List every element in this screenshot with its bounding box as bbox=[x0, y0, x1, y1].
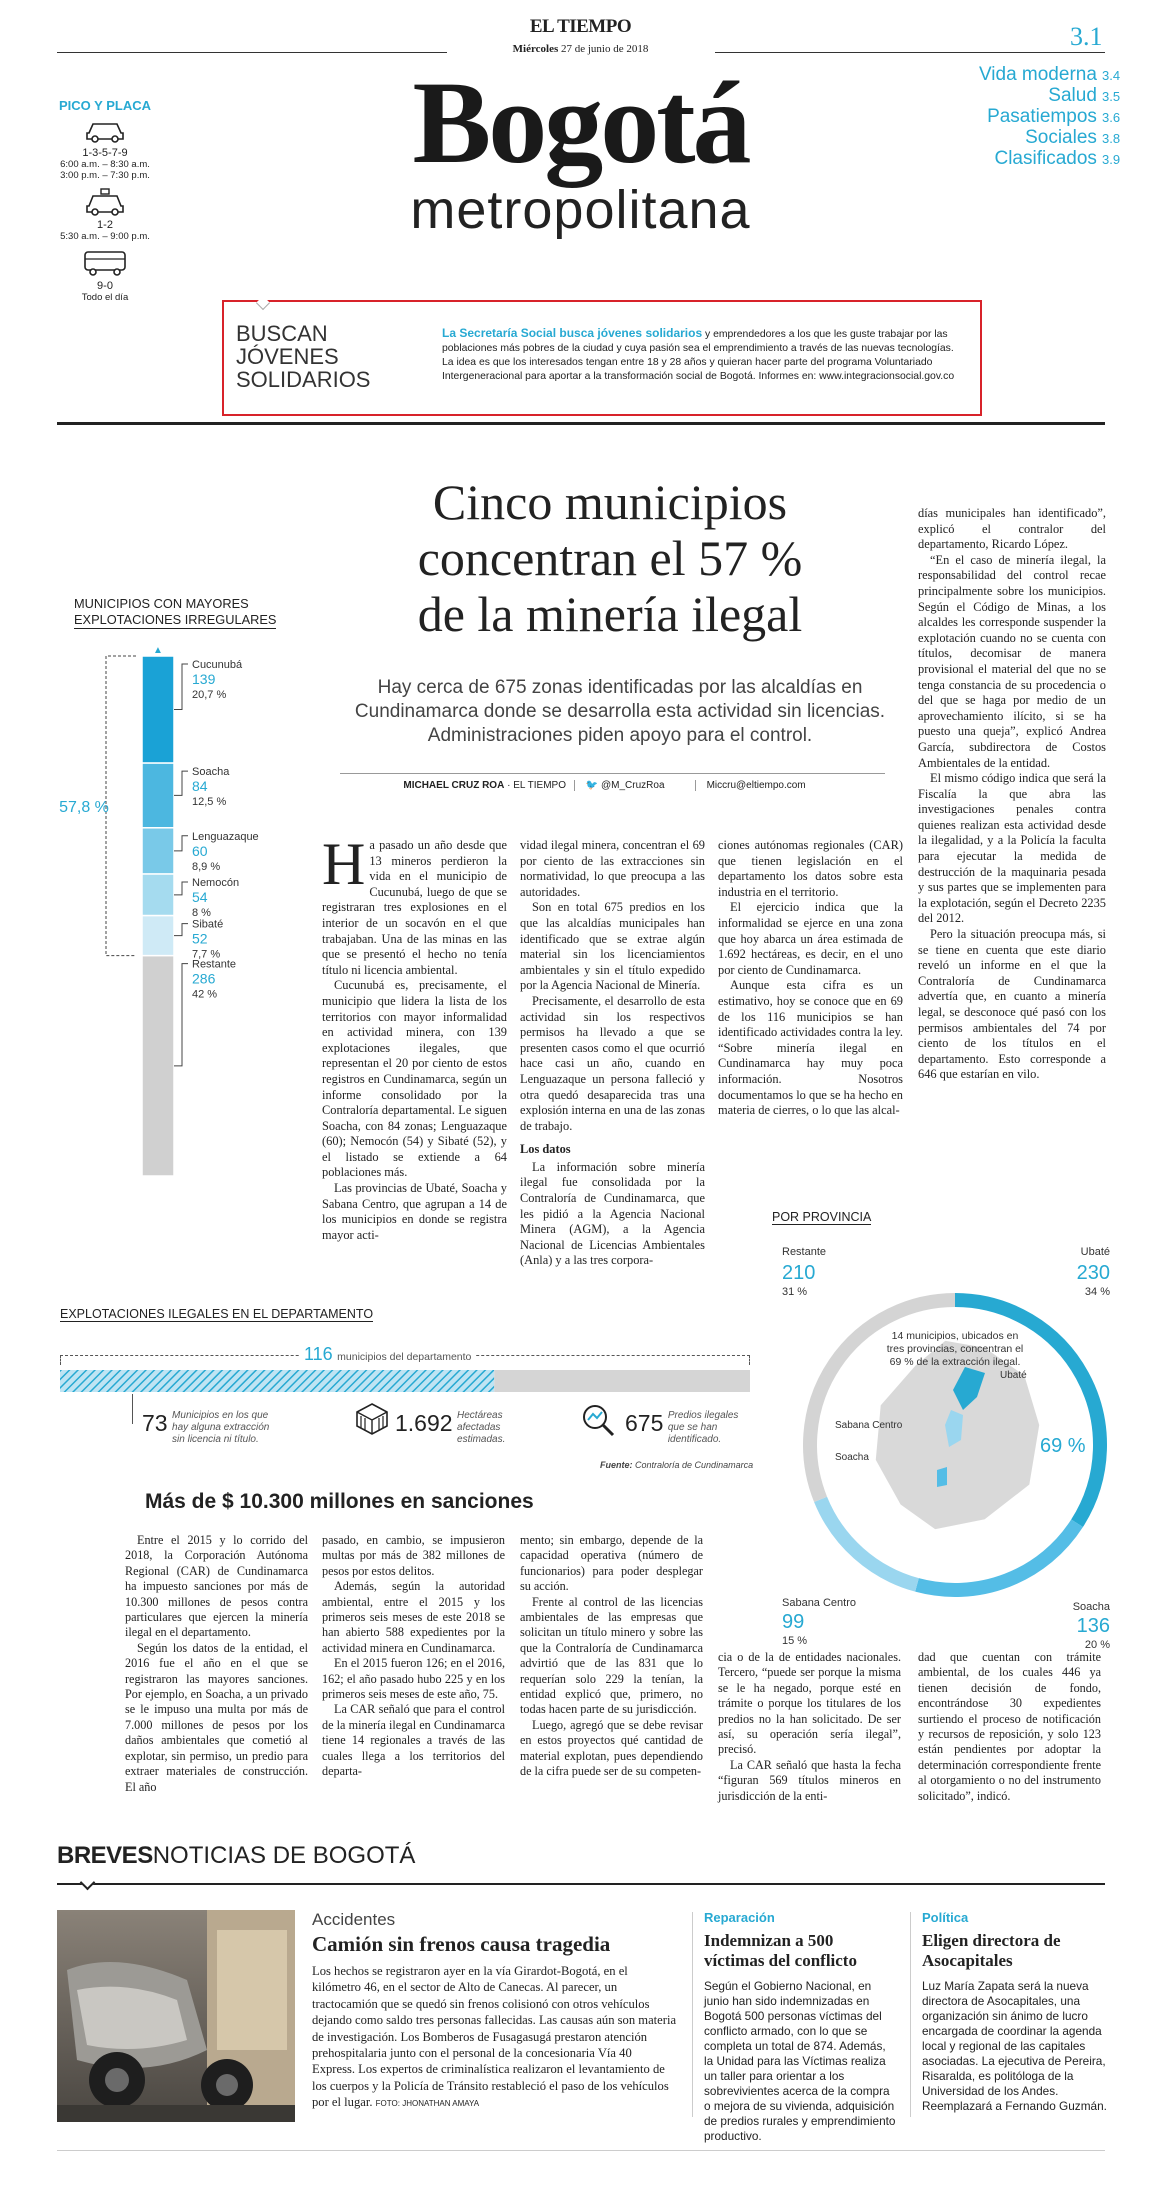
label-sabana: Sabana Centro bbox=[782, 1597, 856, 1609]
value-ubate: 230 bbox=[1076, 1262, 1110, 1284]
percent-ubate: 34 % bbox=[1084, 1286, 1110, 1298]
breves-rule bbox=[57, 1883, 1105, 1885]
map-label-soacha: Soacha bbox=[835, 1452, 869, 1463]
taxi-icon bbox=[83, 187, 127, 217]
bar-ilegal bbox=[60, 1370, 494, 1392]
day: Miércoles bbox=[512, 43, 559, 55]
sanciones-col-2: pasado, en cambio, se impusieron multas por más de 382 millones de pesos por estos delitos. Además, según la autoridad ambiental, entre el 2015 y los primeros seis meses de este 2018 se han abierto 588 expedientes por la actividad minera en Cundinamarca. En el 2015 fueron 126; en el 2016, 162; el año pasado hubo 225 y en los primeros seis meses de este año, 75. La CAR señaló que para el control de la minería ilegal en Cundinamarca tiene 14 regionales a través de las cuales llega a los territorios del departa- bbox=[322, 1533, 505, 1779]
article-col-4: días municipales han identificado”, explicó el contralor del departamento, Ricardo López. “En el caso de minería ilegal, la responsabilidad del control recae principalmente sobre los municipios. Según el Código de Minas, a los alcaldes les corresponde suspender la explotación cuando no se cuenta con títulos, decomisar de manera provisional el material del que no se tenga constancia de su procedencia o del que se haga por medio de un aprovechamiento ilícito, si se ha puesto una queja”, explicó Andrea García, subdirectora de Costos Ambientales de la entidad. El mismo código indica que será la Fiscalía la que abra las investigaciones penales contra quienes realizan esta actividad desde la ilegalidad, y a la Policía la faculta para ejecutar la medida de destrucción de la maquinaria pesada y sus partes que se implementen para la explotación, según el Decreto 2235 del 2012. Pero la situación preocupa más, si se tiene en cuenta que este diario reveló un informe en el que la Contraloría de Cundinamarca advertía que, en cuanto a minería legal, se desconoce qué pasó con los permisos ambientales del 74 por ciento de los títulos en el departamento. Esto corresponde a 646 que estarían en vilo. bbox=[918, 506, 1106, 1082]
bar-value: 84 bbox=[192, 778, 208, 795]
twitter-handle[interactable]: @M_CruzRoa bbox=[601, 780, 665, 791]
dept-source: Fuente: Contraloría de Cundinamarca bbox=[600, 1460, 754, 1470]
sidebar-bar-chart bbox=[60, 640, 320, 1200]
label-ubate: Ubaté bbox=[1080, 1246, 1110, 1258]
twitter-icon: 🐦 bbox=[585, 780, 599, 791]
bar-segment bbox=[142, 656, 174, 763]
breve-1-title: Camión sin frenos causa tragedia bbox=[312, 1932, 611, 1956]
masthead-rule-right bbox=[715, 52, 1105, 53]
leader-line bbox=[174, 771, 188, 795]
article-col-2: vidad ilegal minera, concentran el 69 por ciento de las extracciones sin normatividad, lo que preocupa a las autoridades. Son en total 675 predios en los que las alcaldías municipales han identificado que se extrae algún material sin los licenciamientos ambientales y sin el título expedido por la Agencia Nacional de Minería. Precisamente, el desarrollo de esta actividad sin los respectivos permisos ha llevado a que se presenten casos como el que ocurrió hace casi un año, cuando en Lenguazaque un persona falleció y otra quedó desaparecida tras una explosión interna en una de las zonas de trabajo. Los datos La información sobre minería ilegal fue consolidada por la Contraloría de Cundinamarca, que les pidió a la Agencia Nacional Minera (AGM), a la Agencia Nacional de Licencias Ambientales (Anla) y a las tres corpora- bbox=[520, 838, 705, 1268]
center-text-1: 14 municipios, ubicados en bbox=[891, 1330, 1019, 1342]
truck-hours: Todo el día bbox=[81, 292, 129, 303]
breve-2-kicker: Reparación bbox=[704, 1910, 775, 1925]
breve-2-text: Según el Gobierno Nacional, en junio han sido indemnizadas en Bogotá 500 personas víctimas del conflicto armado, con lo que se completa un total de 874. Además, la Unidad para las Víctimas realiza un taller para orientar a los sobrevivientes acerca de la compra o mejora de su vivienda, adquisición de predios rurales y emprendimiento productivo. bbox=[704, 1979, 896, 2143]
dept-municipios: 73 Municipios en los que hay alguna extracción sin licencia ni título. bbox=[142, 1410, 270, 1445]
percent-soacha: 20 % bbox=[1084, 1639, 1110, 1651]
leader-line bbox=[174, 882, 188, 895]
label-soacha: Soacha bbox=[1072, 1601, 1110, 1613]
bar-value: 52 bbox=[192, 930, 208, 947]
index-item[interactable]: Clasificados 3.9 bbox=[994, 148, 1121, 169]
taxi-digits: 1-2 bbox=[97, 219, 113, 231]
donut-slice bbox=[821, 1499, 917, 1585]
breve-2-title: Indemnizan a 500 víctimas del conflicto bbox=[704, 1931, 857, 1970]
bar-percent: 12,5 % bbox=[192, 796, 227, 809]
donut-slice bbox=[917, 1523, 1077, 1590]
page-number: 3.1 bbox=[1070, 22, 1103, 51]
total-percent: 57,8 % bbox=[59, 798, 109, 816]
date-line bbox=[0, 43, 1161, 55]
breves-divider-1 bbox=[692, 1912, 693, 2117]
footer-rule bbox=[57, 2150, 1105, 2151]
leader-line bbox=[174, 836, 188, 851]
leader-line bbox=[174, 924, 188, 936]
sanciones-col-3: mento; sin embargo, depende de la capacidad operativa (número de funcionarios) para poder desplegar su acción. Frente al control de las licencias ambientales de las empresas que solicitan un título minero y sobre las que la Contraloría de Cundinamarca advirtió que de las 831 que lo requerían solo 229 la tenían, la entidad explicó que, primero, no todas hacen parte de su jurisdicción. Luego, agregó que se debe revisar en estos proyectos qué cantidad de material explotan, pues dependiendo de la cifra puede ser de su competen- bbox=[520, 1533, 703, 1779]
sanciones-title: Más de $ 10.300 millones en sanciones bbox=[145, 1490, 534, 1513]
breve-3-text: Luz María Zapata será la nueva directora de Asocapitales, una organización sin ánimo de lucro encargada de coordinar la agenda local y regional de las capitales asociadas. La ejecutiva de Pereira, Risaralda, es politóloga de la Universidad de los Andes. Reemplazará a Fernando Guzmán. bbox=[922, 1979, 1107, 2113]
breve-politica bbox=[922, 1910, 1107, 2114]
dept-tick bbox=[132, 1394, 133, 1424]
crash-photo bbox=[57, 1910, 295, 2122]
car-hours: 6:00 a.m. – 8:30 a.m. bbox=[60, 159, 150, 170]
index-item[interactable]: Salud 3.5 bbox=[1048, 85, 1121, 106]
value-sabana: 99 bbox=[782, 1611, 805, 1633]
breve-1-kicker: Accidentes bbox=[312, 1910, 396, 1929]
section-rule bbox=[57, 422, 1105, 425]
bar-percent: 42 % bbox=[192, 988, 218, 1001]
bar-value: 139 bbox=[192, 671, 216, 687]
sanciones-col-1: Entre el 2015 y lo corrido del 2018, la Corporación Autónoma Regional (CAR) de Cundinamarca ha impuesto sanciones por más de 10.300 millones de pesos contra particulares que ejercen la minería ilegal en el departamento. Según los datos de la entidad, el 2016 fue el año en el que se registraron las mayores sanciones. Por ejemplo, en Soacha, a un privado se le impuso una multa por más de 7.000 millones de pesos por los daños ambientales que cometió al explotar, sin permiso, un predio para extraer materiales de construcción. El año bbox=[125, 1533, 308, 1794]
percent-sabana: 15 % bbox=[782, 1635, 808, 1647]
index-item[interactable]: Sociales 3.8 bbox=[1025, 127, 1121, 148]
taxi-hours: 5:30 a.m. – 9:00 p.m. bbox=[60, 231, 150, 242]
date: 27 de junio de 2018 bbox=[560, 43, 649, 55]
bar-label: Restante bbox=[192, 958, 237, 971]
bar-percent: 20,7 % bbox=[192, 689, 227, 701]
map-label-ubate: Ubaté bbox=[1000, 1370, 1027, 1381]
dept-predios: 675 Predios ilegales que se han identificado. bbox=[625, 1410, 739, 1445]
pico-placa bbox=[40, 100, 170, 303]
promo-text: La Secretaría Social busca jóvenes solidarios y emprendedores a los que les guste trabajar por las poblaciones más pobres de la ciudad y cuya pasión sea el emprendimiento a través de las nuevas tecnologías. La idea es que los interesados tengan entre 18 y 28 años y quieran hacer parte del programa Voluntariado Intergeneracional para aportar a la transformación social de Bogotá. Informes en: www.integracionsocial.gov.co bbox=[442, 326, 955, 382]
bar-label: Soacha bbox=[192, 766, 230, 779]
breves-notch bbox=[80, 1875, 96, 1891]
deck: Hay cerca de 675 zonas identificadas por las alcaldías en Cundinamarca donde se desarrolla esta actividad sin licencias. Administraciones piden apoyo para el control. bbox=[354, 677, 886, 746]
car-digits: 1-3-5-7-9 bbox=[82, 147, 128, 159]
breves-divider-2 bbox=[910, 1912, 911, 2117]
promo-heading: BUSCAN JÓVENES SOLIDARIOS bbox=[236, 321, 371, 392]
bar-label: Lenguazaque bbox=[192, 830, 259, 843]
bar-percent: 8 % bbox=[192, 907, 211, 920]
bar-label: Nemocón bbox=[192, 877, 240, 890]
bar-segment bbox=[142, 828, 174, 874]
sidebar-chart-title: MUNICIPIOS CON MAYORES EXPLOTACIONES IRREGULARES bbox=[74, 596, 277, 627]
author-email[interactable]: Miccru@eltiempo.com bbox=[706, 780, 806, 791]
bar-percent: 8,9 % bbox=[192, 860, 221, 873]
value-soacha: 136 bbox=[1076, 1615, 1110, 1637]
promo-box[interactable] bbox=[222, 300, 982, 416]
leader-line bbox=[174, 964, 188, 1066]
truck-digits: 9-0 bbox=[97, 280, 113, 292]
section-index bbox=[900, 64, 1130, 169]
article-col-3: ciones autónomas regionales (CAR) que tienen legislación en el departamento los datos sobre esta industria en el territorio. El ejercicio indica que la informalidad se ejerce en una zona que hoy abarca un área estimada de 1.692 hectáreas, es decir, en el uno por ciento de Cundinamarca. Aunque esta cifra es un estimativo, hoy se conoce que en 69 de los 116 municipios se han identificado actividades contra la ley. “Sobre minería ilegal en Cundinamarca hay muy poca información. Nosotros documentamos lo que se ha hecho en materia de cierres, o lo que las alcal- bbox=[718, 838, 903, 1118]
bar-segment bbox=[142, 763, 174, 828]
headline: Cinco municipios concentran el 57 % de la minería ilegal bbox=[417, 474, 803, 642]
breve-reparacion bbox=[704, 1910, 896, 2144]
bar-top-arrow: ▲ bbox=[153, 645, 163, 656]
dept-total-label: 116 municipios del departamento bbox=[300, 1344, 475, 1365]
value-restante: 210 bbox=[782, 1262, 816, 1284]
bar-rest bbox=[494, 1370, 750, 1392]
hectares-icon bbox=[355, 1402, 389, 1436]
pico-title: PICO Y PLACA bbox=[59, 98, 151, 113]
bar-segment bbox=[142, 916, 174, 956]
label-restante: Restante bbox=[782, 1246, 827, 1258]
byline-rule bbox=[340, 773, 885, 774]
leader-line bbox=[174, 664, 188, 710]
index-item[interactable]: Vida moderna 3.4 bbox=[978, 64, 1121, 85]
search-icon bbox=[580, 1402, 616, 1438]
article-col-1: H a pasado un año desde que 13 mineros perdieron la vida en el municipio de Cucunubá, luego de que se registraran tres explosiones en el interior de un socavón en el que trabajaban. Una de las minas en las que se presentó el hecho no tenía título ni licencia ambiental. Cucunubá es, precisamente, el municipio que lidera la lista de los territorios con mayor informalidad en actividad minera, con 139 explotaciones ilegales, que representan el 20 por ciento de estos registros en Cundinamarca, según un informe consolidado por la Contraloría departamental. Le siguen Soacha, con 84 zonas; Lenguazaque (60); Nemocón (54) y Sibaté (52), y el listado se extiende a 64 poblaciones más. Las provincias de Ubaté, Soacha y Sabana Centro, que agrupan a 14 de los municipios en donde se registra mayor acti- bbox=[322, 831, 507, 1242]
breves-header: BREVESNOTICIAS DE BOGOTÁ bbox=[57, 1842, 416, 1869]
author-org: · EL TIEMPO bbox=[507, 780, 566, 791]
bar-segment bbox=[142, 874, 174, 916]
section-subtitle: metropolitana bbox=[410, 180, 751, 240]
breve-3-title: Eligen directora de Asocapitales bbox=[922, 1931, 1061, 1970]
center-text-2: tres provincias, concentran el bbox=[886, 1343, 1024, 1355]
paper-name: EL TIEMPO bbox=[529, 16, 632, 37]
dept-hectareas: 1.692 Hectáreas afectadas estimadas. bbox=[395, 1410, 506, 1445]
breve-3-kicker: Política bbox=[922, 1910, 969, 1925]
big-percent: 69 % bbox=[1040, 1435, 1086, 1457]
bar-value: 286 bbox=[192, 970, 216, 987]
sanciones-col-5: dad que cuentan con trámite ambiental, de los cuales 446 ya tienen decisión de fondo, encontrándose 30 expedientes surtiendo el proceso de notificación y recursos de reposición, y solo 123 están pendientes por adoptar la determinación correspondiente frente al otorgamiento o no del instrumento solicitado”, indicó. bbox=[918, 1650, 1101, 1803]
bar-percent: 7,7 % bbox=[192, 948, 221, 961]
breve-1-text: Los hechos se registraron ayer en la vía Girardot-Bogotá, en el kilómetro 46, en el sector de Alto de Canecas. Al parecer, un tractocamión que se quedó sin frenos colisionó con otros vehículos dejando como saldo tres personas fallecidas. Las causas aún son materia de investigación. Los Bomberos de Fusagasugá prestaron atención prehospitalaria junto con el personal de la concesionaria Vía 40 Express. Los expertos de criminalística realizaron el levantamiento de los cuerpos y la Policía de Tránsito restableció el paso de los vehículos por el lugar. FOTO: JHONATHAN AMAYA bbox=[312, 1964, 677, 2110]
dept-bar bbox=[60, 1370, 750, 1394]
car-icon bbox=[83, 117, 127, 143]
author: MICHAEL CRUZ ROA bbox=[403, 780, 505, 791]
bar-value: 60 bbox=[192, 842, 208, 859]
bar-label: Cucunubá bbox=[192, 659, 243, 671]
bar-segment bbox=[142, 956, 174, 1176]
sanciones-col-4: cia o de la de entidades nacionales. Tercero, “puede ser porque la misma se le ha negado, porque esté en trámite o porque los titulares de los predios no la han solicitado. De ser así, su operación sería ilegal”, precisó. La CAR señaló que hasta la fecha “figuran 569 títulos mineros en jurisdicción de la enti- bbox=[718, 1650, 901, 1803]
masthead-rule bbox=[57, 52, 447, 53]
subhead-datos: Los datos bbox=[520, 1142, 571, 1157]
bar-label: Sibaté bbox=[192, 918, 224, 931]
breve-accidentes bbox=[312, 1910, 677, 2113]
bar-value: 54 bbox=[192, 889, 208, 906]
index-item[interactable]: Pasatiempos 3.6 bbox=[987, 106, 1121, 127]
map-soacha bbox=[937, 1467, 947, 1487]
byline bbox=[340, 780, 885, 791]
percent-restante: 31 % bbox=[782, 1286, 808, 1298]
center-text-3: 69 % de la extracción ilegal. bbox=[889, 1356, 1021, 1368]
prov-title: POR PROVINCIA bbox=[772, 1210, 872, 1224]
total-bracket bbox=[106, 656, 136, 956]
prov-donut-chart bbox=[770, 1240, 1120, 1651]
dept-title: EXPLOTACIONES ILEGALES EN EL DEPARTAMENTO bbox=[60, 1307, 374, 1321]
dropcap: H bbox=[322, 831, 366, 897]
section-title: Bogotá bbox=[412, 57, 749, 188]
car-hours-2: 3:00 p.m. – 7:30 p.m. bbox=[60, 170, 150, 181]
truck-icon bbox=[81, 248, 129, 278]
map-label-sabana: Sabana Centro bbox=[835, 1420, 903, 1431]
